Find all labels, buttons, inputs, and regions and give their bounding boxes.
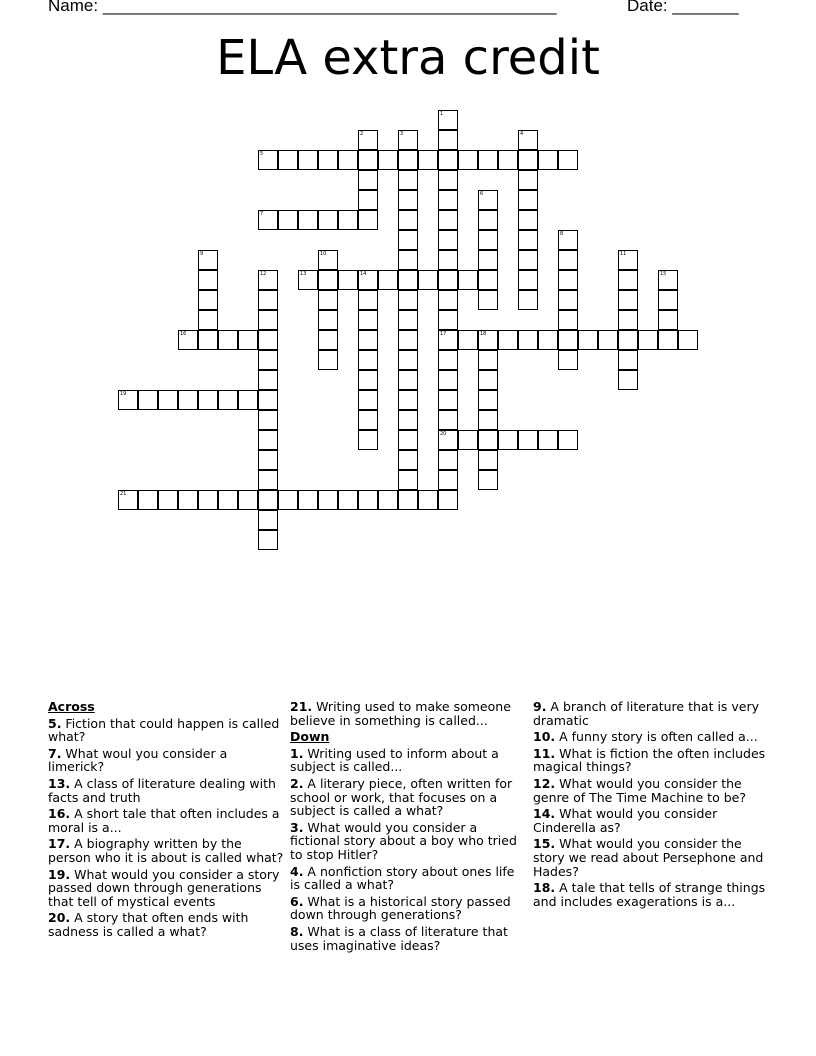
grid-cell[interactable] <box>258 330 278 350</box>
grid-cell[interactable] <box>558 310 578 330</box>
grid-cell[interactable] <box>518 250 538 270</box>
grid-cell[interactable] <box>258 430 278 450</box>
clue-item-number: 4. <box>290 863 304 879</box>
clue-number: 8 <box>560 231 564 237</box>
grid-cell[interactable] <box>318 490 338 510</box>
clue-number: 1 <box>440 111 444 117</box>
clue-item <box>290 865 526 892</box>
grid-cell[interactable] <box>198 390 218 410</box>
grid-cell[interactable] <box>398 230 418 250</box>
grid-cell[interactable] <box>358 330 378 350</box>
clue-item <box>533 777 769 804</box>
grid-cell[interactable] <box>258 350 278 370</box>
grid-cell[interactable] <box>258 290 278 310</box>
grid-cell[interactable] <box>398 330 418 350</box>
clue-item-text: A biography written by the person who it is about is called what? <box>48 836 284 865</box>
clue-number: 6 <box>480 191 484 197</box>
grid-cell[interactable] <box>298 490 318 510</box>
grid-cell[interactable] <box>358 210 378 230</box>
grid-cell[interactable] <box>438 190 458 210</box>
clue-number: 9 <box>200 251 204 257</box>
clue-item <box>533 881 769 908</box>
grid-cell[interactable] <box>638 330 658 350</box>
grid-cell[interactable] <box>438 230 458 250</box>
grid-cell[interactable] <box>398 390 418 410</box>
clue-number: 21 <box>120 491 127 497</box>
grid-cell[interactable] <box>458 270 478 290</box>
grid-cell[interactable] <box>398 410 418 430</box>
clue-item <box>48 868 284 909</box>
grid-cell[interactable] <box>438 330 458 350</box>
clue-item-text: What would you consider the story we read about Persephone and Hades? <box>533 836 764 879</box>
grid-cell[interactable] <box>238 490 258 510</box>
clue-item <box>48 777 284 804</box>
clue-item-text: What would you consider the genre of The Time Machine to be? <box>533 775 746 805</box>
grid-cell[interactable] <box>518 230 538 250</box>
grid-cell[interactable] <box>358 170 378 190</box>
grid-cell[interactable] <box>198 310 218 330</box>
grid-cell[interactable] <box>358 390 378 410</box>
clue-item <box>533 700 769 727</box>
across-heading: Across <box>48 699 95 714</box>
clue-item-number: 13. <box>48 775 71 791</box>
grid-cell[interactable] <box>658 270 678 290</box>
grid-cell[interactable] <box>278 210 298 230</box>
grid-cell[interactable] <box>258 410 278 430</box>
grid-cell[interactable] <box>258 370 278 390</box>
grid-cell[interactable] <box>438 250 458 270</box>
grid-cell[interactable] <box>178 330 198 350</box>
grid-cell[interactable] <box>618 350 638 370</box>
grid-cell[interactable] <box>358 370 378 390</box>
grid-cell[interactable] <box>618 310 638 330</box>
grid-cell[interactable] <box>398 170 418 190</box>
grid-cell[interactable] <box>478 230 498 250</box>
across-clue-list <box>48 717 284 939</box>
clue-item <box>48 717 284 744</box>
grid-cell[interactable] <box>518 270 538 290</box>
clue-number: 13 <box>300 271 307 277</box>
grid-cell[interactable] <box>398 210 418 230</box>
clue-item-number: 1. <box>290 745 304 761</box>
grid-cell[interactable] <box>258 510 278 530</box>
clue-number: 11 <box>620 251 627 257</box>
across-clue-list-continued <box>290 700 526 727</box>
grid-cell[interactable] <box>478 370 498 390</box>
clue-number: 2 <box>360 131 364 137</box>
grid-cell[interactable] <box>358 270 378 290</box>
grid-cell[interactable] <box>438 310 458 330</box>
clue-item-number: 10. <box>533 729 556 745</box>
grid-cell[interactable] <box>458 330 478 350</box>
grid-cell[interactable] <box>618 290 638 310</box>
grid-cell[interactable] <box>418 490 438 510</box>
grid-cell[interactable] <box>138 490 158 510</box>
grid-cell[interactable] <box>558 250 578 270</box>
grid-cell[interactable] <box>398 130 418 150</box>
grid-cell[interactable] <box>558 290 578 310</box>
grid-cell[interactable] <box>258 530 278 550</box>
clue-item-number: 16. <box>48 806 71 822</box>
grid-cell[interactable] <box>398 150 418 170</box>
grid-cell[interactable] <box>678 330 698 350</box>
clue-item <box>48 807 284 834</box>
grid-cell[interactable] <box>398 370 418 390</box>
clue-item-number: 12. <box>533 775 556 791</box>
grid-cell[interactable] <box>498 150 518 170</box>
grid-cell[interactable] <box>318 330 338 350</box>
grid-cell[interactable] <box>218 330 238 350</box>
grid-cell[interactable] <box>338 210 358 230</box>
grid-cell[interactable] <box>478 390 498 410</box>
grid-cell[interactable] <box>398 310 418 330</box>
clue-item <box>533 807 769 834</box>
grid-cell[interactable] <box>318 310 338 330</box>
grid-cell[interactable] <box>258 490 278 510</box>
clue-number: 7 <box>260 211 264 217</box>
clue-number: 17 <box>440 331 447 337</box>
clue-item-number: 6. <box>290 893 304 909</box>
grid-cell[interactable] <box>158 490 178 510</box>
grid-cell[interactable] <box>278 490 298 510</box>
grid-cell[interactable] <box>438 470 458 490</box>
grid-cell[interactable] <box>518 290 538 310</box>
grid-cell[interactable] <box>518 170 538 190</box>
grid-cell[interactable] <box>458 150 478 170</box>
grid-cell[interactable] <box>398 190 418 210</box>
clue-number: 12 <box>260 271 267 277</box>
grid-cell[interactable] <box>558 430 578 450</box>
grid-cell[interactable] <box>378 270 398 290</box>
clue-number: 15 <box>660 271 667 277</box>
grid-cell[interactable] <box>498 330 518 350</box>
grid-cell[interactable] <box>258 310 278 330</box>
grid-cell[interactable] <box>438 210 458 230</box>
clue-item <box>533 747 769 774</box>
grid-cell[interactable] <box>338 490 358 510</box>
grid-cell[interactable] <box>478 430 498 450</box>
grid-cell[interactable] <box>358 350 378 370</box>
clue-number: 14 <box>360 271 367 277</box>
grid-cell[interactable] <box>438 290 458 310</box>
grid-cell[interactable] <box>398 450 418 470</box>
grid-cell[interactable] <box>258 270 278 290</box>
grid-cell[interactable] <box>298 210 318 230</box>
grid-cell[interactable] <box>138 390 158 410</box>
grid-cell[interactable] <box>498 430 518 450</box>
clue-item <box>290 821 526 862</box>
grid-cell[interactable] <box>298 150 318 170</box>
clue-item <box>48 747 284 774</box>
grid-cell[interactable] <box>198 270 218 290</box>
grid-cell[interactable] <box>198 290 218 310</box>
grid-cell[interactable] <box>618 250 638 270</box>
grid-cell[interactable] <box>378 150 398 170</box>
grid-cell[interactable] <box>218 490 238 510</box>
grid-cell[interactable] <box>538 430 558 450</box>
grid-cell[interactable] <box>518 150 538 170</box>
grid-cell[interactable] <box>198 490 218 510</box>
grid-cell[interactable] <box>558 150 578 170</box>
clue-item-text: What would you consider a fictional story about a boy who tried to stop Hitler? <box>290 819 517 862</box>
clue-item <box>48 911 284 938</box>
grid-cell[interactable] <box>478 150 498 170</box>
grid-cell[interactable] <box>458 430 478 450</box>
grid-cell[interactable] <box>518 210 538 230</box>
clue-item-text: Fiction that could happen is called what? <box>48 715 280 745</box>
grid-cell[interactable] <box>558 350 578 370</box>
grid-cell[interactable] <box>358 150 378 170</box>
grid-cell[interactable] <box>358 410 378 430</box>
clue-item-text: Writing used to inform about a subject is called... <box>290 745 499 775</box>
clue-item-number: 8. <box>290 923 304 939</box>
grid-cell[interactable] <box>438 430 458 450</box>
grid-cell[interactable] <box>158 390 178 410</box>
grid-cell[interactable] <box>518 430 538 450</box>
clue-number: 19 <box>120 391 127 397</box>
grid-cell[interactable] <box>418 270 438 290</box>
grid-cell[interactable] <box>398 470 418 490</box>
grid-cell[interactable] <box>278 150 298 170</box>
grid-cell[interactable] <box>318 270 338 290</box>
grid-cell[interactable] <box>298 270 318 290</box>
grid-cell[interactable] <box>198 250 218 270</box>
clue-number: 3 <box>400 131 404 137</box>
clue-item <box>290 925 526 952</box>
grid-cell[interactable] <box>358 130 378 150</box>
clue-item <box>533 730 769 744</box>
grid-cell[interactable] <box>318 290 338 310</box>
clue-item-text: A story that often ends with sadness is called a what? <box>48 910 249 939</box>
grid-cell[interactable] <box>178 490 198 510</box>
grid-cell[interactable] <box>358 290 378 310</box>
clue-item-number: 7. <box>48 745 62 761</box>
clues-column-3 <box>533 700 769 911</box>
grid-cell[interactable] <box>438 370 458 390</box>
grid-cell[interactable] <box>538 150 558 170</box>
clue-item-text: A branch of literature that is very dramatic <box>533 699 760 728</box>
clue-item-text: A nonfiction story about ones life is called a what? <box>290 863 515 893</box>
grid-cell[interactable] <box>438 390 458 410</box>
grid-cell[interactable] <box>398 490 418 510</box>
clue-number: 16 <box>180 331 187 337</box>
grid-cell[interactable] <box>618 330 638 350</box>
clue-item-text: What is a historical story passed down through generations? <box>290 893 511 923</box>
grid-cell[interactable] <box>318 150 338 170</box>
clues-column-1 <box>48 700 284 942</box>
page-title: ELA extra credit <box>216 30 600 86</box>
grid-cell[interactable] <box>198 330 218 350</box>
grid-cell[interactable] <box>518 330 538 350</box>
grid-cell[interactable] <box>578 330 598 350</box>
clue-item-number: 2. <box>290 775 304 791</box>
clue-item-text: A funny story is often called a... <box>555 729 758 745</box>
grid-cell[interactable] <box>338 150 358 170</box>
clue-item <box>290 777 526 818</box>
clue-item-number: 9. <box>533 699 547 714</box>
grid-cell[interactable] <box>318 250 338 270</box>
grid-cell[interactable] <box>658 290 678 310</box>
grid-cell[interactable] <box>478 290 498 310</box>
grid-cell[interactable] <box>478 470 498 490</box>
clues-column-2 <box>290 700 526 955</box>
grid-cell[interactable] <box>438 110 458 130</box>
grid-cell[interactable] <box>518 190 538 210</box>
grid-cell[interactable] <box>398 350 418 370</box>
date-field[interactable]: Date: _______ <box>627 0 739 15</box>
grid-cell[interactable] <box>358 430 378 450</box>
clue-item-text: A literary piece, often written for school or work, that focuses on a subject is called a what? <box>290 775 513 819</box>
clue-item-text: What would you consider Cinderella as? <box>533 806 718 835</box>
clue-item-text: Writing used to make someone believe in something is called... <box>290 699 511 728</box>
clue-item-number: 18. <box>533 880 556 896</box>
grid-cell[interactable] <box>478 250 498 270</box>
clue-number: 18 <box>480 331 487 337</box>
clue-item-number: 19. <box>48 866 71 882</box>
grid-cell[interactable] <box>658 310 678 330</box>
grid-cell[interactable] <box>518 130 538 150</box>
clue-item-text: A tale that tells of strange things and includes exagerations is a... <box>533 880 766 909</box>
grid-cell[interactable] <box>478 410 498 430</box>
clue-item <box>290 700 526 727</box>
down-clue-list <box>290 747 526 952</box>
grid-cell[interactable] <box>558 230 578 250</box>
grid-cell[interactable] <box>478 270 498 290</box>
grid-cell[interactable] <box>238 330 258 350</box>
grid-cell[interactable] <box>398 430 418 450</box>
grid-cell[interactable] <box>558 270 578 290</box>
grid-cell[interactable] <box>418 150 438 170</box>
clue-item-text: What is a class of literature that uses imaginative ideas? <box>290 923 508 953</box>
grid-cell[interactable] <box>438 270 458 290</box>
grid-cell[interactable] <box>478 450 498 470</box>
grid-cell[interactable] <box>318 350 338 370</box>
grid-cell[interactable] <box>598 330 618 350</box>
clue-item-number: 5. <box>48 715 62 731</box>
grid-cell[interactable] <box>438 150 458 170</box>
clue-item-text: What would you consider a story passed down through generations that tell of mystical events <box>48 866 280 909</box>
clue-item-number: 21. <box>290 699 313 714</box>
grid-cell[interactable] <box>478 330 498 350</box>
grid-cell[interactable] <box>358 190 378 210</box>
grid-cell[interactable] <box>438 170 458 190</box>
grid-cell[interactable] <box>238 390 258 410</box>
grid-cell[interactable] <box>658 330 678 350</box>
grid-cell[interactable] <box>438 410 458 430</box>
clue-item <box>533 837 769 878</box>
grid-cell[interactable] <box>538 330 558 350</box>
down-clue-list-continued <box>533 700 769 908</box>
grid-cell[interactable] <box>118 490 138 510</box>
clue-number: 10 <box>320 251 327 257</box>
grid-cell[interactable] <box>438 130 458 150</box>
name-field[interactable]: Name: ________________________________________________ <box>48 0 557 15</box>
grid-cell[interactable] <box>438 490 458 510</box>
grid-cell[interactable] <box>258 210 278 230</box>
clue-item <box>290 747 526 774</box>
clue-item-text: What woul you consider a limerick? <box>48 745 228 775</box>
clue-item <box>290 895 526 922</box>
clue-item-text: What is fiction the often includes magical things? <box>533 745 766 775</box>
grid-cell[interactable] <box>318 210 338 230</box>
clue-item-number: 15. <box>533 836 556 852</box>
clue-item-number: 3. <box>290 819 304 835</box>
grid-cell[interactable] <box>358 310 378 330</box>
grid-cell[interactable] <box>438 450 458 470</box>
grid-cell[interactable] <box>398 270 418 290</box>
grid-cell[interactable] <box>478 210 498 230</box>
clue-number: 5 <box>260 151 264 157</box>
clue-item-text: A short tale that often includes a moral is a... <box>48 806 280 835</box>
clue-number: 4 <box>520 131 524 137</box>
grid-cell[interactable] <box>398 250 418 270</box>
grid-cell[interactable] <box>618 370 638 390</box>
grid-cell[interactable] <box>178 390 198 410</box>
grid-cell[interactable] <box>618 270 638 290</box>
grid-cell[interactable] <box>258 470 278 490</box>
grid-cell[interactable] <box>258 390 278 410</box>
grid-cell[interactable] <box>338 270 358 290</box>
grid-cell[interactable] <box>258 450 278 470</box>
clue-item <box>48 837 284 864</box>
grid-cell[interactable] <box>218 390 238 410</box>
grid-cell[interactable] <box>358 490 378 510</box>
clue-item-number: 20. <box>48 910 71 926</box>
clue-item-number: 14. <box>533 806 556 822</box>
grid-cell[interactable] <box>378 490 398 510</box>
grid-cell[interactable] <box>558 330 578 350</box>
clue-item-text: A class of literature dealing with facts and truth <box>48 775 276 805</box>
grid-cell[interactable] <box>118 390 138 410</box>
grid-cell[interactable] <box>438 350 458 370</box>
down-heading: Down <box>290 729 330 745</box>
grid-cell[interactable] <box>398 290 418 310</box>
clue-item-number: 11. <box>533 745 556 761</box>
clue-number: 20 <box>440 431 447 437</box>
clue-item-number: 17. <box>48 836 71 852</box>
grid-cell[interactable] <box>478 190 498 210</box>
grid-cell[interactable] <box>258 150 278 170</box>
grid-cell[interactable] <box>478 350 498 370</box>
